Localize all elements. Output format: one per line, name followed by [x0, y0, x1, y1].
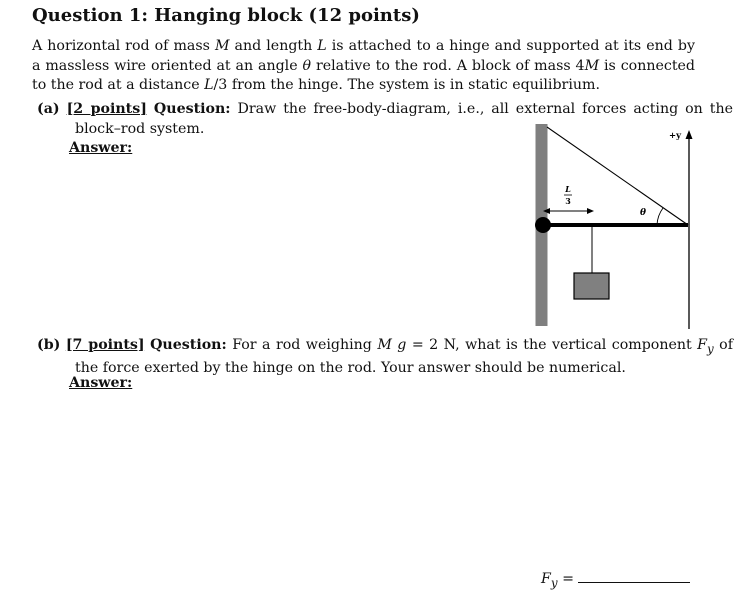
symbol-L: L [317, 38, 327, 54]
part-b-points: [7 points] [65, 337, 145, 353]
intro-text: relative to the rod. A block of mass 4 [311, 57, 585, 74]
part-a-text: Draw the free-body-diagram, i.e., all external forces acting on the block–rod system. [75, 101, 734, 137]
fy-answer-blank [541, 570, 690, 590]
part-a-question-label: Question: [153, 101, 231, 117]
symbol-y-subscript: y [707, 341, 714, 356]
intro-text: A horizontal rod of mass [32, 38, 215, 54]
distance-arrow-right-head [587, 208, 594, 214]
blank-symbol-y-subscript: y [550, 575, 558, 590]
part-a-answer-label: Answer: [69, 140, 133, 156]
blank-equals: = [562, 571, 574, 587]
intro-text: is connected to the rod at a distance [32, 57, 696, 93]
part-b-question-label: Question: [150, 337, 227, 353]
part-b-text: = 2 N, what is the vertical component [406, 337, 698, 353]
hinge [535, 217, 551, 233]
part-b-label: (b) [37, 337, 61, 353]
part-b-question [37, 336, 733, 379]
question-title: Question 1: Hanging block (12 points) [32, 5, 420, 26]
answer-input-line[interactable] [578, 570, 690, 583]
intro-text: and length [229, 38, 318, 54]
distance-label-numerator: L [565, 184, 571, 194]
part-a-label: (a) [37, 101, 60, 117]
symbol-M: M [214, 38, 230, 54]
hanging-block-figure [530, 124, 700, 329]
symbol-M: M [584, 57, 600, 74]
part-a-points: [2 points] [66, 101, 147, 117]
y-axis-arrowhead [686, 130, 693, 139]
part-b-answer-label: Answer: [69, 375, 133, 391]
angle-arc [657, 208, 663, 225]
y-axis-label: +y [669, 131, 682, 141]
blank-symbol-F: F [541, 571, 551, 587]
angle-label: θ [640, 208, 647, 218]
distance-label-denominator: 3 [565, 196, 571, 206]
block [574, 273, 609, 299]
symbol-L: L [204, 77, 214, 93]
intro-text: is attached to a hinge and supported at its end by a massless wire oriented at an angle [32, 38, 695, 74]
part-b-text: of the force exerted by the hinge on the rod. Your answer should be numerical. [75, 337, 733, 377]
symbol-Mg: M g [377, 337, 407, 353]
part-b-text: For a rod weighing [232, 337, 378, 353]
symbol-theta: θ [302, 57, 312, 74]
symbol-F: F [697, 337, 708, 353]
question-intro [32, 37, 695, 96]
support-wire [547, 127, 688, 225]
intro-text: /3 from the hinge. The system is in static equilibrium. [213, 77, 600, 93]
